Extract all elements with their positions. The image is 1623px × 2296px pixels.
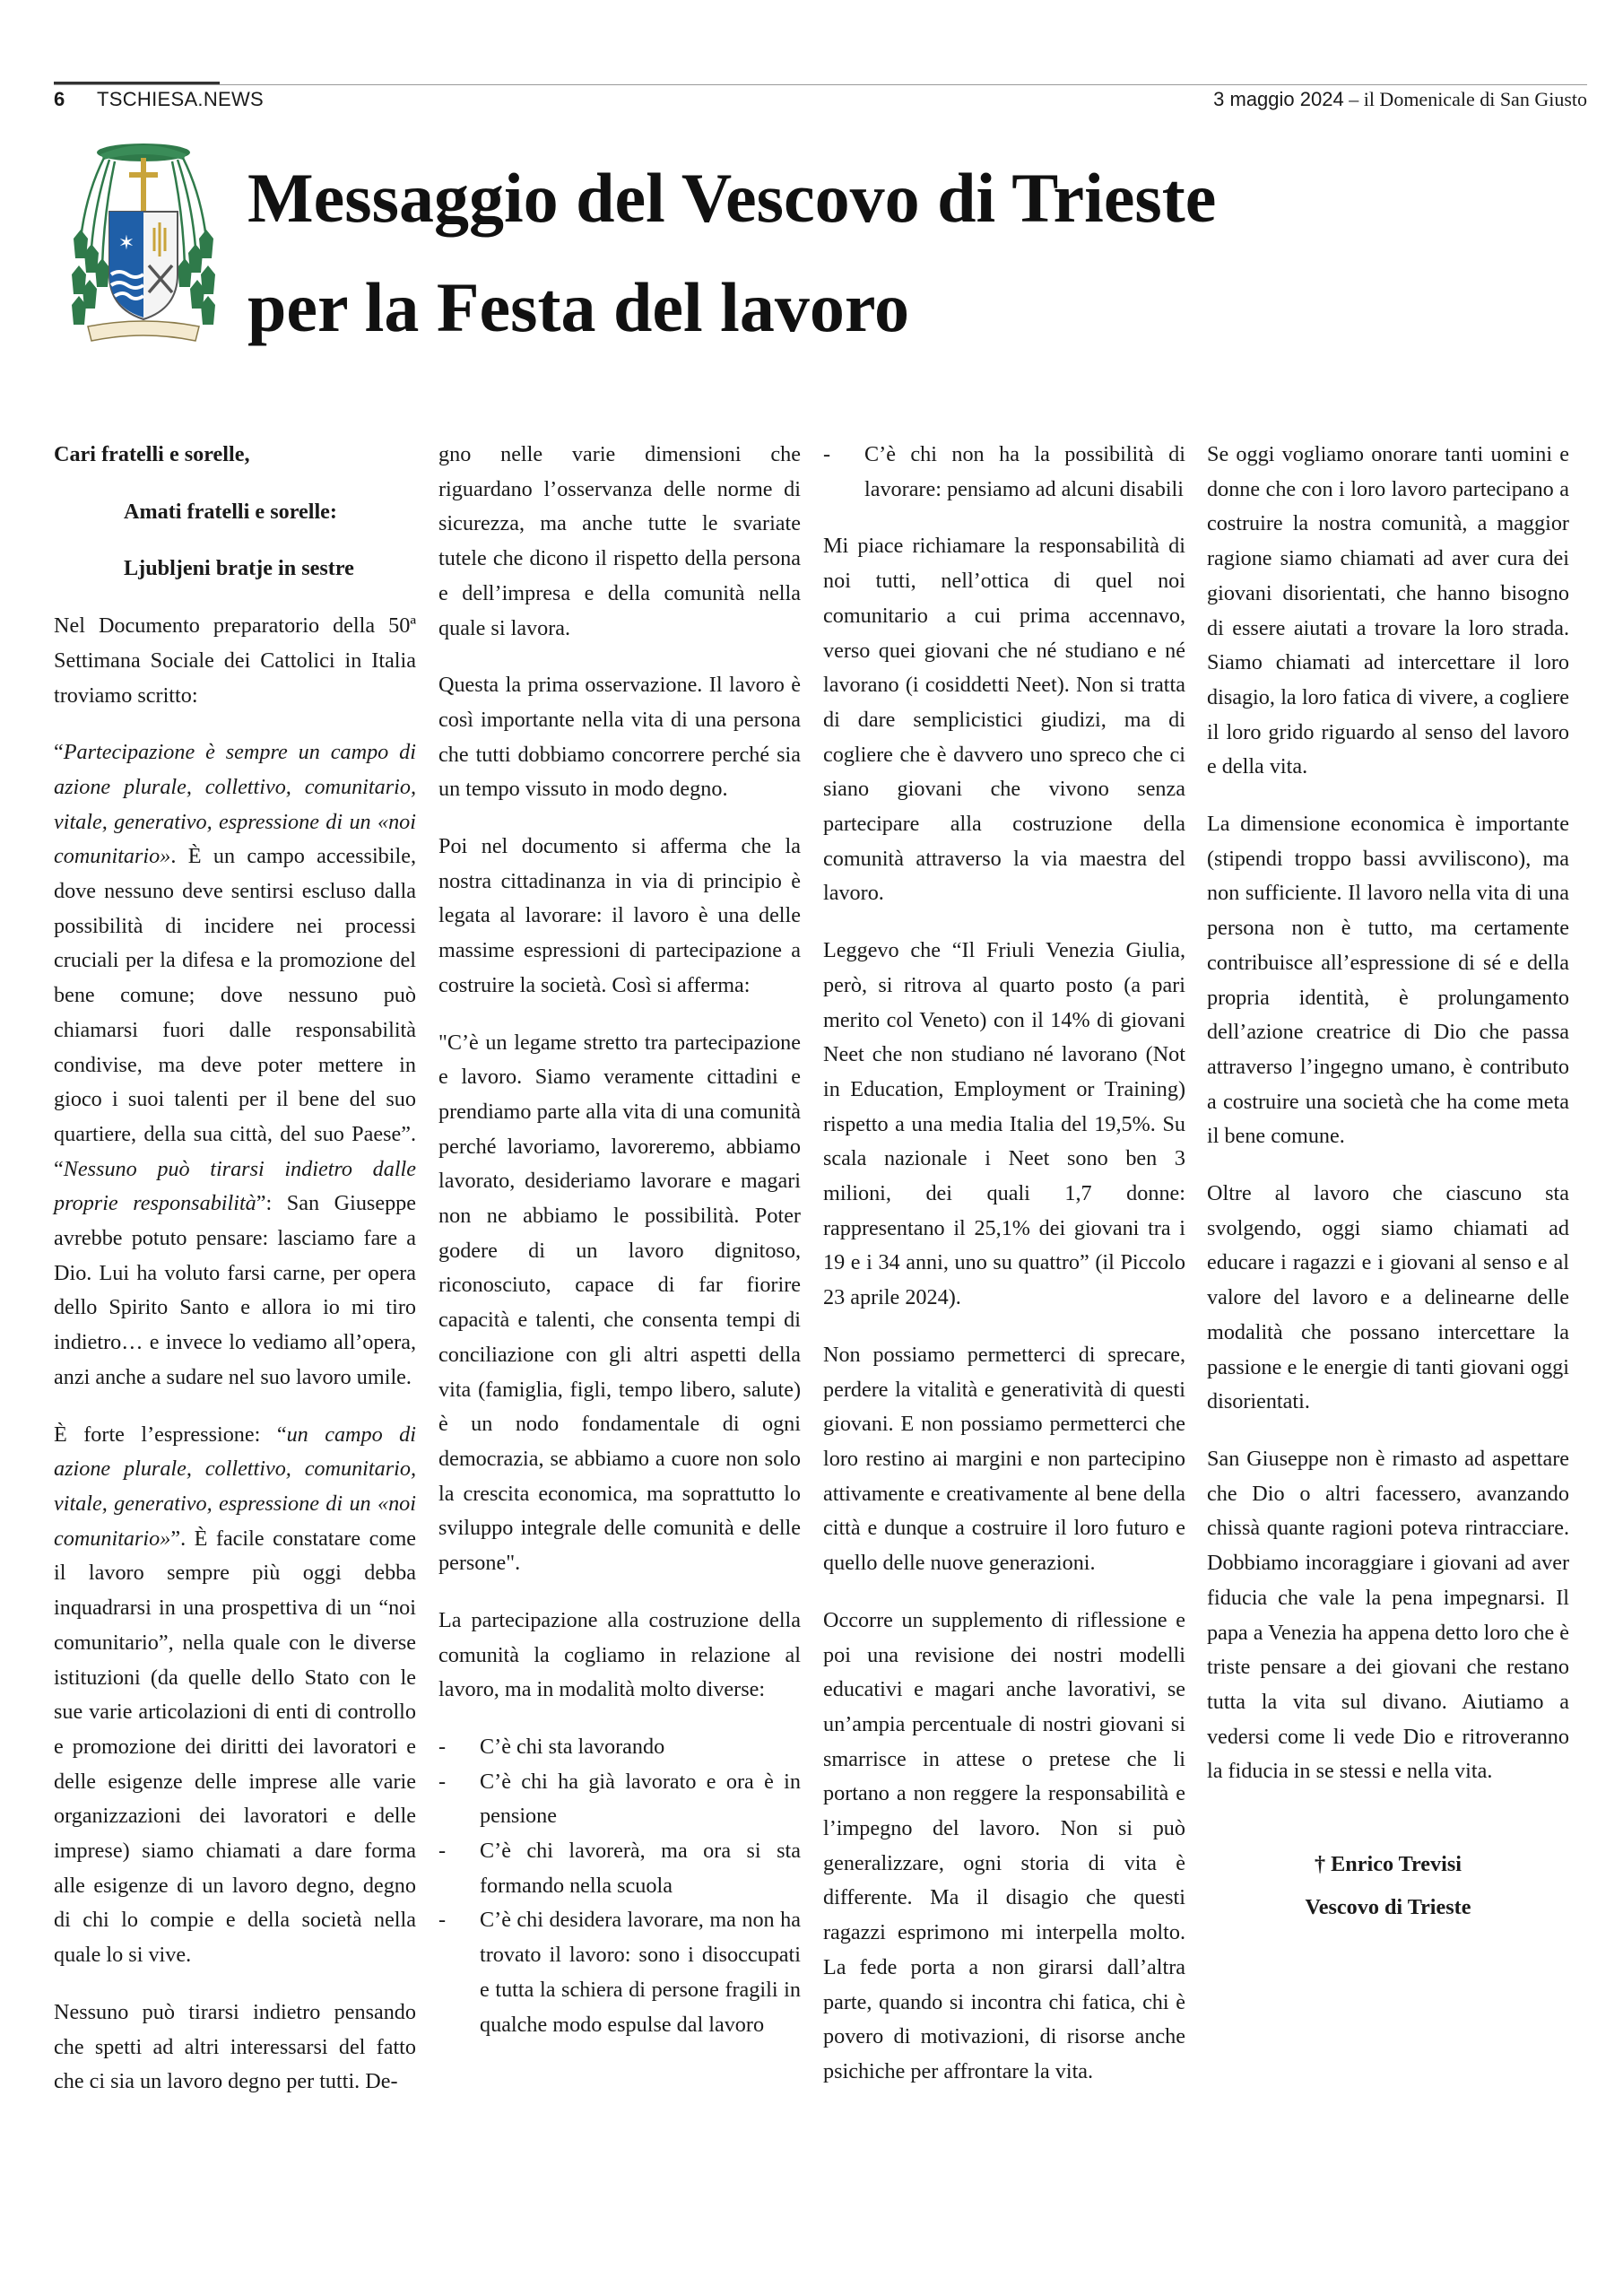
coat-of-arms-icon [65,140,222,348]
publication-name: – il Domenicale di San Giusto [1343,88,1587,110]
paragraph: È forte l’espressione: “un campo di azione plurale, collettivo, comunitario, vitale, generativo, espressione di un «noi comunitario»”. È facile constatare come il lavoro sempre più oggi debba inquadrarsi in una prospettiva di un “noi comunitario”, nella quale con le diverse istituzioni (da quelle dello Stato con le sue varie articolazioni di enti di controllo e promozione dei diritti dei lavoratori e delle esigenze delle imprese alle varie organizzazioni dei lavoratori e delle imprese) siamo chiamati a dare forma alle esigenze di un lavoro degno, degno di chi lo compie e della società nella quale lo si vive. [54,1422,416,1968]
paragraph: "C’è un legame stretto tra partecipazione e lavoro. Siamo veramente cittadini e prendiamo parte alla vita di una comunità perché lavoriamo, lavoreremo, abbiamo lavorato, desideriamo lavorare e magari non ne abbiamo le possibilità. Poter godere di un lavoro dignitoso, riconosciuto, capace di far fiorire capacità e talenti, che consenta tempi di conciliazione con gli altri aspetti della vita (famiglia, figli, tempo libero, salute) è un nodo fondamentale di ogni democrazia, se abbiamo a cuore non solo la crescita economica, ma soprattutto lo sviluppo integrale delle comunità e delle persone". [438,1030,801,1576]
paragraph: Leggevo che “Il Friuli Venezia Giulia, però, si ritrova al quarto posto (a pari merito col Veneto) con il 14% di giovani Neet che non studiano né lavorano (Not in Education, Employment or Training) rispetto a una media Italia del 19,5%. Su scala nazionale i Neet sono ben 3 milioni, dei quali 1,7 donne: rappresentano il 25,1% dei giovani tra i 19 e i 34 anni, uno su quattro” (il Piccolo 23 aprile 2024). [823,938,1185,1310]
signature-name: † Enrico Trevisi [1315,1852,1462,1877]
paragraph: Se oggi vogliamo onorare tanti uomini e donne che con i loro lavoro partecipano a costruire la nostra comunità, a maggior ragione siamo chiamati ad aver cura dei giovani disorientati, che hanno bisogno di essere aiutati a trovare la loro strada. Siamo chiamati ad intercettare il loro disagio, la loro fatica di vivere, a cogliere il loro grido riguardo al senso del lavoro e della vita. [1207,442,1569,779]
signature-role: Vescovo di Trieste [1305,1895,1471,1920]
signature [1207,1843,1569,1929]
quote: Partecipazione è sempre un campo di azione plurale, collettivo, comunitario, vitale, generativo, espressione di un «noi comunitario» [54,740,416,869]
paragraph: Poi nel documento si afferma che la nostra cittadinanza in via di principio è legata al lavorare: il lavoro è una delle massime espressioni di partecipazione a costruire la società. Così si afferma: [438,834,801,997]
paragraph: “Partecipazione è sempre un campo di azione plurale, collettivo, comunitario, vitale, generativo, espressione di un «noi comunitario». È un campo accessibile, dove nessuno deve sentirsi escluso dalla possibilità di incidere nei processi cruciali per la difesa e la promozione del bene comune; dove nessuno può chiamarsi fuori dalle responsabilità condivise, ma deve poter mettere in gioco i suoi talenti per il bene del suo quartiere, della sua città, del suo Paese”. “Nessuno può tirarsi indietro dalle proprie responsabilità”: San Giuseppe avrebbe potuto pensare: lasciamo fare a Dio. Lui ha voluto farsi carne, per opera dello Spirito Santo e allora io mi tiro indietro… e invece lo vediamo all’opera, anzi anche a sudare nel suo lavoro umile. [54,740,417,1389]
paragraph: Oltre al lavoro che ciascuno sta svolgendo, oggi siamo chiamati ad educare i ragazzi e i giovani al senso e al valore del lavoro e a delinearne delle modalità che possano intercettare la passione e le energie di tanti giovani oggi disorientati. [1207,1181,1569,1414]
site-name: TSCHIESA.NEWS [97,88,265,110]
list-item: - C’è chi sta lavorando [438,1730,801,1765]
paragraph: Nel Documento preparatorio della 50ª Settimana Sociale dei Cattolici in Italia troviamo scritto: [54,613,416,708]
paragraph: Non possiamo permetterci di sprecare, perdere la vitalità e generatività di questi giovani. E non possiamo permetterci che loro restino ai margini e non partecipino attivamente e creativamente al bene della città e dunque a costruire il loro futuro e quello delle nuove generazioni. [823,1342,1185,1576]
title-line-2: per la Festa del lavoro [247,268,910,346]
paragraph: La dimensione economica è importante (stipendi troppo bassi avviliscono), ma non sufficiente. Il lavoro nella vita di una persona non è tutto, ma certamente contribuisce all’espressione di sé e della propria identità, è prolungamento dell’azione creatrice di Dio che passa attraverso l’ingegno umano, è contributo a costruire una società che ha come meta il bene comune. [1207,812,1569,1149]
list-item: - C’è chi lavorerà, ma ora si sta formando nella scuola [438,1834,801,1903]
greeting-italian: Cari fratelli e sorelle, [54,442,250,466]
paragraph: San Giuseppe non è rimasto ad aspettare che Dio o altri facessero, avanzando chissà quante ragioni poteva rintracciare. Dobbiamo incoraggiare i giovani ad aver fiducia che vale la pena impegnarsi. Il papa a Venezia ha appena detto loro che è triste pensare a dei giovani che restano tutta la vita sul divano. Aiutiamo a vedersi come li vede Dio e ritroveranno la fiducia in se stessi e nella vita. [1207,1446,1569,1784]
paragraph: Questa la prima osservazione. Il lavoro è così importante nella vita di una persona che tutti dobbiamo concorrere perché sia un tempo vissuto in modo degno. [438,673,801,802]
column-1 [54,438,416,2122]
greeting-italian-2: Amati fratelli e sorelle: [124,499,337,524]
page-number: 6 [54,88,65,110]
column-2 [438,438,801,2065]
column-3 [823,438,1185,2112]
list-item: - C’è chi non ha la possibilità di lavorare: pensiamo ad alcuni disabili [823,438,1185,507]
article-title [247,144,1413,362]
list-item: - C’è chi ha già lavorato e ora è in pensione [438,1765,801,1834]
quote: un campo di azione plurale, collettivo, comunitario, vitale, generativo, espressione di un «noi comunitario» [54,1422,416,1551]
paragraph: Occorre un supplemento di riflessione e poi una revisione dei nostri modelli educativi e magari anche lavorativi, se un’ampia percentuale di nostri giovani si smarrisce in attese o pretese che li portano a non reggere la responsabilità e l’impegno del lavoro. Non si può generalizzare, ogni storia di vita è differente. Ma il disagio che questi ragazzi esprimono mi interpella molto. La fede porta a non girarsi dall’altra parte, quando si incontra chi fatica, chi è povero di motivazioni, di risorse anche psichiche per affrontare la vita. [823,1607,1185,2083]
bullet-list [438,1730,801,2042]
list-item: - C’è chi desidera lavorare, ma non ha trovato il lavoro: sono i disoccupati e tutta la schiera di persone fragili in qualche modo espulse dal lavoro [438,1903,801,2042]
paragraph: Nessuno può tirarsi indietro pensando che spetti ad altri interessarsi del fatto che ci sia un lavoro degno per tutti. De- [54,1999,416,2094]
issue-date: 3 maggio 2024 [1213,88,1344,110]
column-4 [1207,438,1569,1929]
paragraph: La partecipazione alla costruzione della comunità la cogliamo in relazione al lavoro, ma in modalità molto diverse: [438,1607,801,1702]
paragraph-continued: gno nelle varie dimensioni che riguardano l’osservanza delle norme di sicurezza, ma anche tutte le svariate tutele che dicono il rispetto della persona e dell’impresa e della comunità nella quale si lavora. [438,442,801,640]
greeting-slovene: Ljubljeni bratje in sestre [124,556,354,581]
paragraph: Mi piace richiamare la responsabilità di noi tutti, nell’ottica di quel noi comunitario a cui prima accennavo, verso quei giovani che né studiano e né lavorano (i cosiddetti Neet). Non si tratta di dare semplicistici giudizi, ma di cogliere che è davvero uno spreco che ci siano giovani che vivono senza partecipare alla costruzione della comunità attraverso la via maestra del lavoro. [823,534,1185,906]
dateline [1213,84,1587,115]
title-line-1: Messaggio del Vescovo di Trieste [247,159,1217,237]
svg-text:✶: ✶ [117,232,135,255]
quote: Nessuno può tirarsi indietro dalle proprie responsabilità [54,1156,416,1216]
bullet-list [823,438,1185,507]
